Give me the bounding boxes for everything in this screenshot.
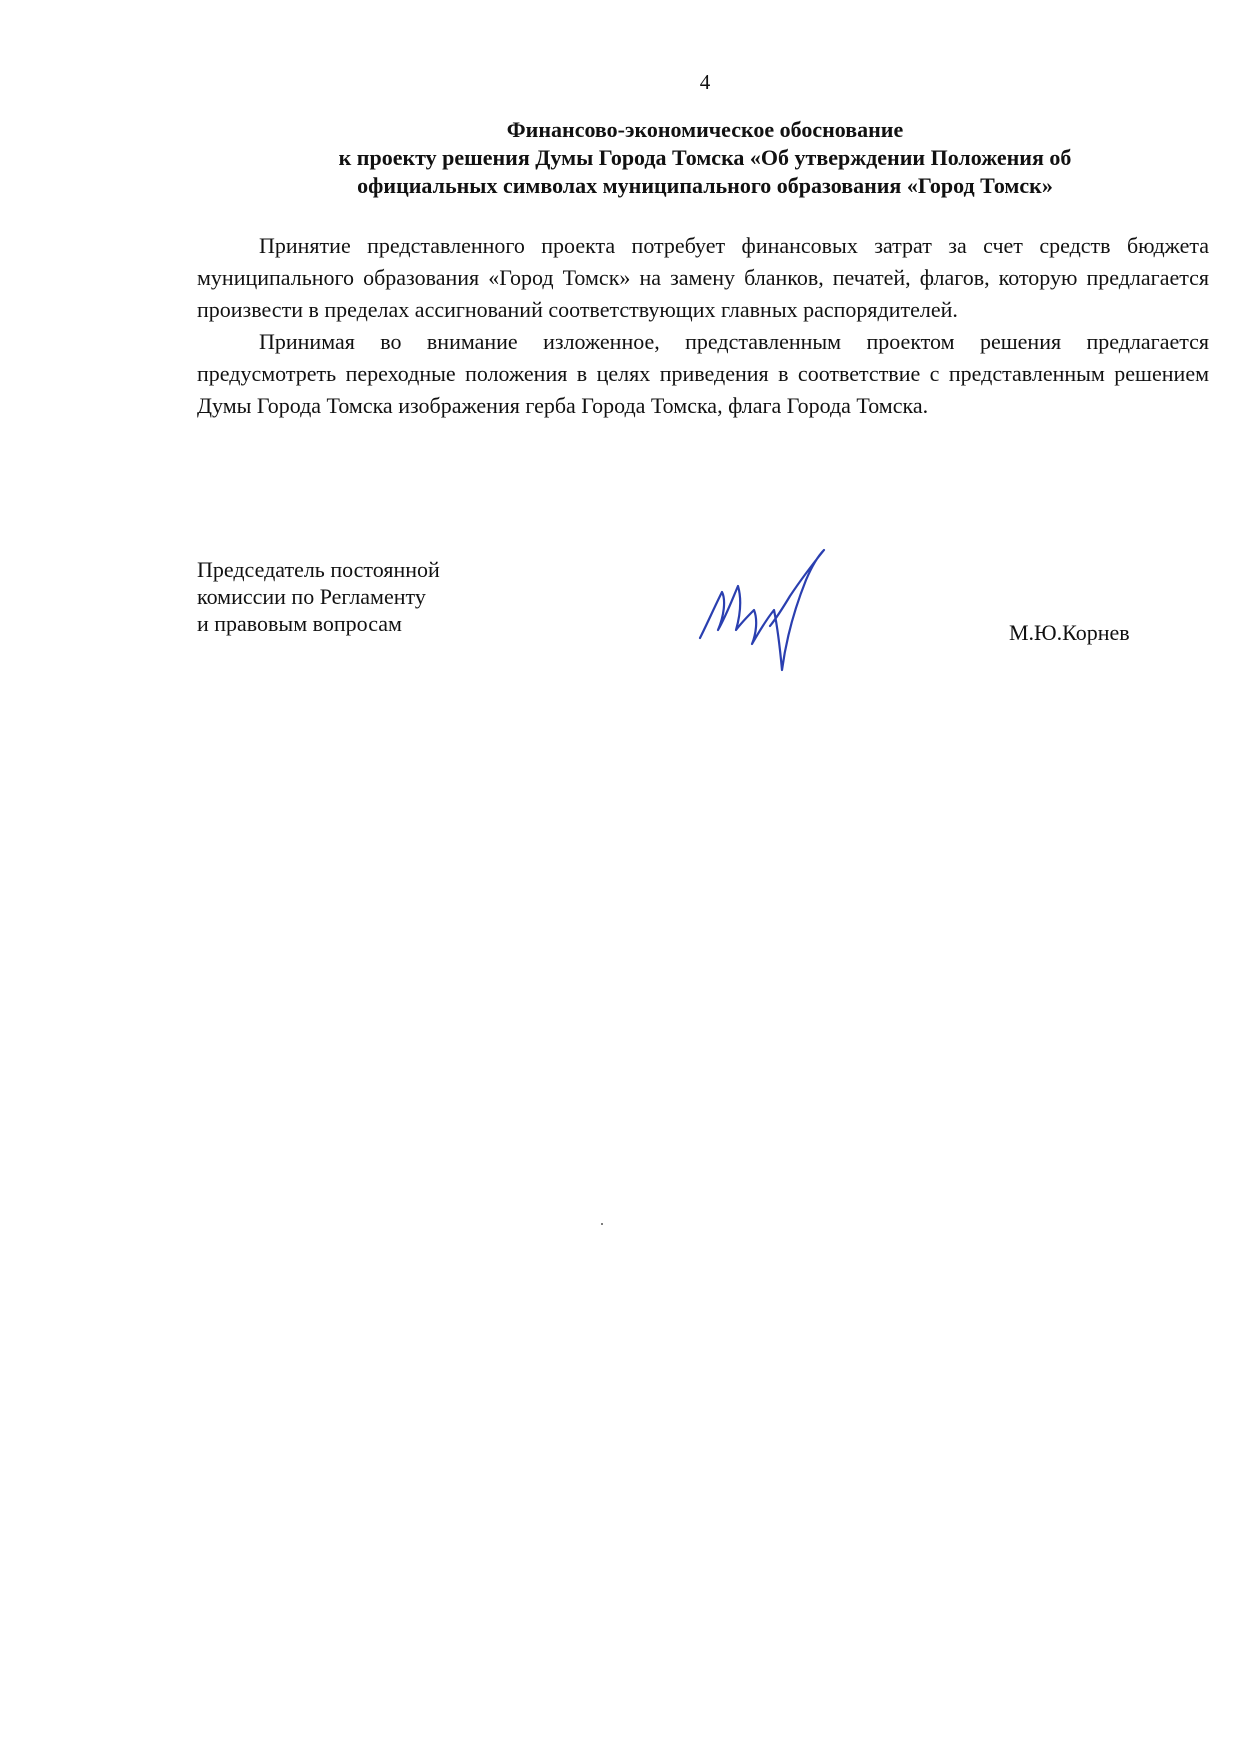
title-line-3: официальных символах муниципального образования «Город Томск»: [357, 173, 1053, 198]
document-body: [197, 230, 1209, 422]
signer-position-line-3: и правовым вопросам: [197, 611, 402, 636]
handwritten-signature: [690, 530, 830, 675]
title-line-1: Финансово-экономическое обоснование: [506, 117, 904, 142]
title-line-2: к проекту решения Думы Города Томска «Об утверждении Положения об: [338, 145, 1072, 170]
body-paragraph-2: Принимая во внимание изложенное, представленным проектом решения предлагается предусмотреть переходные положения в целях приведения в соответствие с представленным решением Думы Города Томска изображения герба Города Томска, флага Города Томска.: [197, 329, 1209, 418]
signature-stroke: [700, 550, 824, 670]
document-title: [200, 116, 1210, 200]
signer-position-line-1: Председатель постоянной: [197, 557, 440, 582]
signer-position-line-2: комиссии по Регламенту: [197, 584, 426, 609]
body-paragraph-1: Принятие представленного проекта потребует финансовых затрат за счет средств бюджета муниципального образования «Город Томск» на замену бланков, печатей, флагов, которую предлагается произвести в пределах ассигнований соответствующих главных распорядителей.: [197, 233, 1209, 322]
page-number: 4: [699, 70, 711, 94]
scan-speck: [601, 1223, 603, 1225]
signer-position: [197, 556, 440, 637]
signer-name: М.Ю.Корнев: [1009, 620, 1130, 645]
